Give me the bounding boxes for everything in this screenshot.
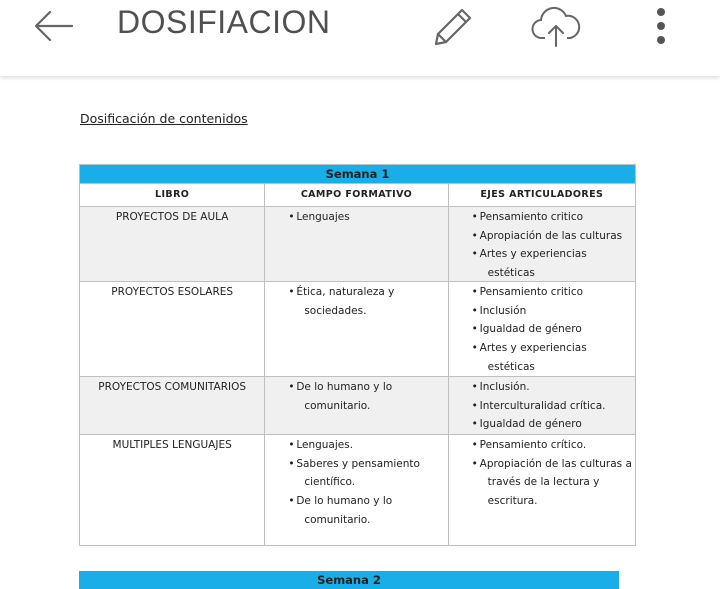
ejes-list <box>449 378 635 434</box>
campo-cell <box>265 282 448 376</box>
list-item <box>473 339 635 376</box>
list-item-line: Apropiación de las culturas a <box>479 457 632 470</box>
list-item-line: Lenguajes <box>296 211 350 223</box>
list-item-line: Interculturalidad crítica. <box>479 399 606 412</box>
table-body <box>80 206 635 545</box>
list-item-line: escritura. <box>487 495 538 508</box>
table-row <box>80 376 635 434</box>
list-item-line: estéticas <box>487 267 535 280</box>
table-row <box>80 206 635 281</box>
list-item <box>473 302 635 321</box>
list-item-line: De lo humano y lo <box>296 381 393 393</box>
list-item-line: través de la lectura y <box>487 476 600 489</box>
campo-list <box>265 436 447 530</box>
document-page <box>0 78 720 587</box>
ejes-list <box>449 208 635 283</box>
list-item <box>473 208 635 227</box>
list-item-line: Artes y experiencias <box>479 248 587 261</box>
week-1-table <box>79 164 636 546</box>
list-item <box>473 436 635 455</box>
list-item-line: sociedades. <box>304 304 367 317</box>
pencil-icon[interactable] <box>428 2 476 50</box>
list-item <box>289 208 447 227</box>
list-item <box>473 245 635 282</box>
week-title: Semana 1 <box>80 165 635 183</box>
list-item <box>473 320 635 339</box>
list-item <box>473 397 635 416</box>
week-2-header: Semana 2 <box>79 571 619 589</box>
list-item-line: Inclusión <box>479 304 527 317</box>
ejes-list <box>449 436 635 511</box>
column-header-campo: CAMPO FORMATIVO <box>265 184 448 206</box>
list-item-line: Ética, naturaleza y <box>296 286 395 298</box>
campo-cell <box>265 435 448 545</box>
list-item <box>473 227 635 246</box>
list-item <box>289 283 447 320</box>
libro-cell: PROYECTOS DE AULA <box>80 207 265 281</box>
campo-list <box>265 378 447 415</box>
ejes-cell <box>449 207 635 281</box>
ejes-cell <box>449 282 635 376</box>
table-header-row <box>80 183 635 206</box>
list-item-line: Pensamiento crítico. <box>479 439 587 451</box>
table-row <box>80 281 635 376</box>
list-item-line: comunitario. <box>304 513 371 526</box>
ejes-cell <box>449 377 635 434</box>
table-row <box>80 434 635 545</box>
campo-cell <box>265 207 448 281</box>
list-item-line: Apropiación de las culturas <box>479 229 623 242</box>
list-item <box>289 436 447 455</box>
libro-cell: PROYECTOS ESOLARES <box>80 282 265 376</box>
list-item-line: Pensamiento critico <box>479 286 584 298</box>
back-arrow-icon[interactable] <box>28 6 78 46</box>
cloud-upload-icon[interactable] <box>530 4 582 48</box>
list-item-line: Saberes y pensamiento <box>296 457 420 470</box>
app-bar <box>0 0 720 76</box>
list-item-line: Lenguajes. <box>296 439 354 451</box>
list-item <box>289 492 447 529</box>
document-viewer[interactable] <box>0 78 720 587</box>
libro-cell: PROYECTOS COMUNITARIOS <box>80 377 265 434</box>
campo-list <box>265 283 447 320</box>
list-item-line: Inclusión. <box>479 381 530 393</box>
list-item-line: Igualdad de género <box>479 323 582 336</box>
list-item-line: Igualdad de género <box>479 418 582 431</box>
list-item-line: Pensamiento critico <box>479 211 584 223</box>
list-item <box>473 283 635 302</box>
document-heading: Dosificación de contenidos <box>80 111 248 126</box>
campo-cell <box>265 377 448 434</box>
list-item <box>473 415 635 434</box>
ejes-cell <box>449 435 635 545</box>
page-title: DOSIFIACION <box>117 4 331 40</box>
list-item-line: estéticas <box>487 360 535 373</box>
list-item-line: Artes y experiencias <box>479 342 587 355</box>
list-item <box>473 455 635 511</box>
list-item-line: comunitario. <box>304 399 371 412</box>
column-header-ejes: EJES ARTICULADORES <box>480 189 604 200</box>
libro-cell: MULTIPLES LENGUAJES <box>80 435 265 545</box>
list-item <box>289 455 447 492</box>
more-vert-icon[interactable] <box>650 4 672 48</box>
ejes-list <box>449 283 635 377</box>
column-header-libro: LIBRO <box>80 184 265 206</box>
campo-list <box>265 208 447 227</box>
list-item <box>473 378 635 397</box>
list-item-line: científico. <box>304 476 356 489</box>
list-item-line: De lo humano y lo <box>296 495 393 508</box>
list-item <box>289 378 447 415</box>
